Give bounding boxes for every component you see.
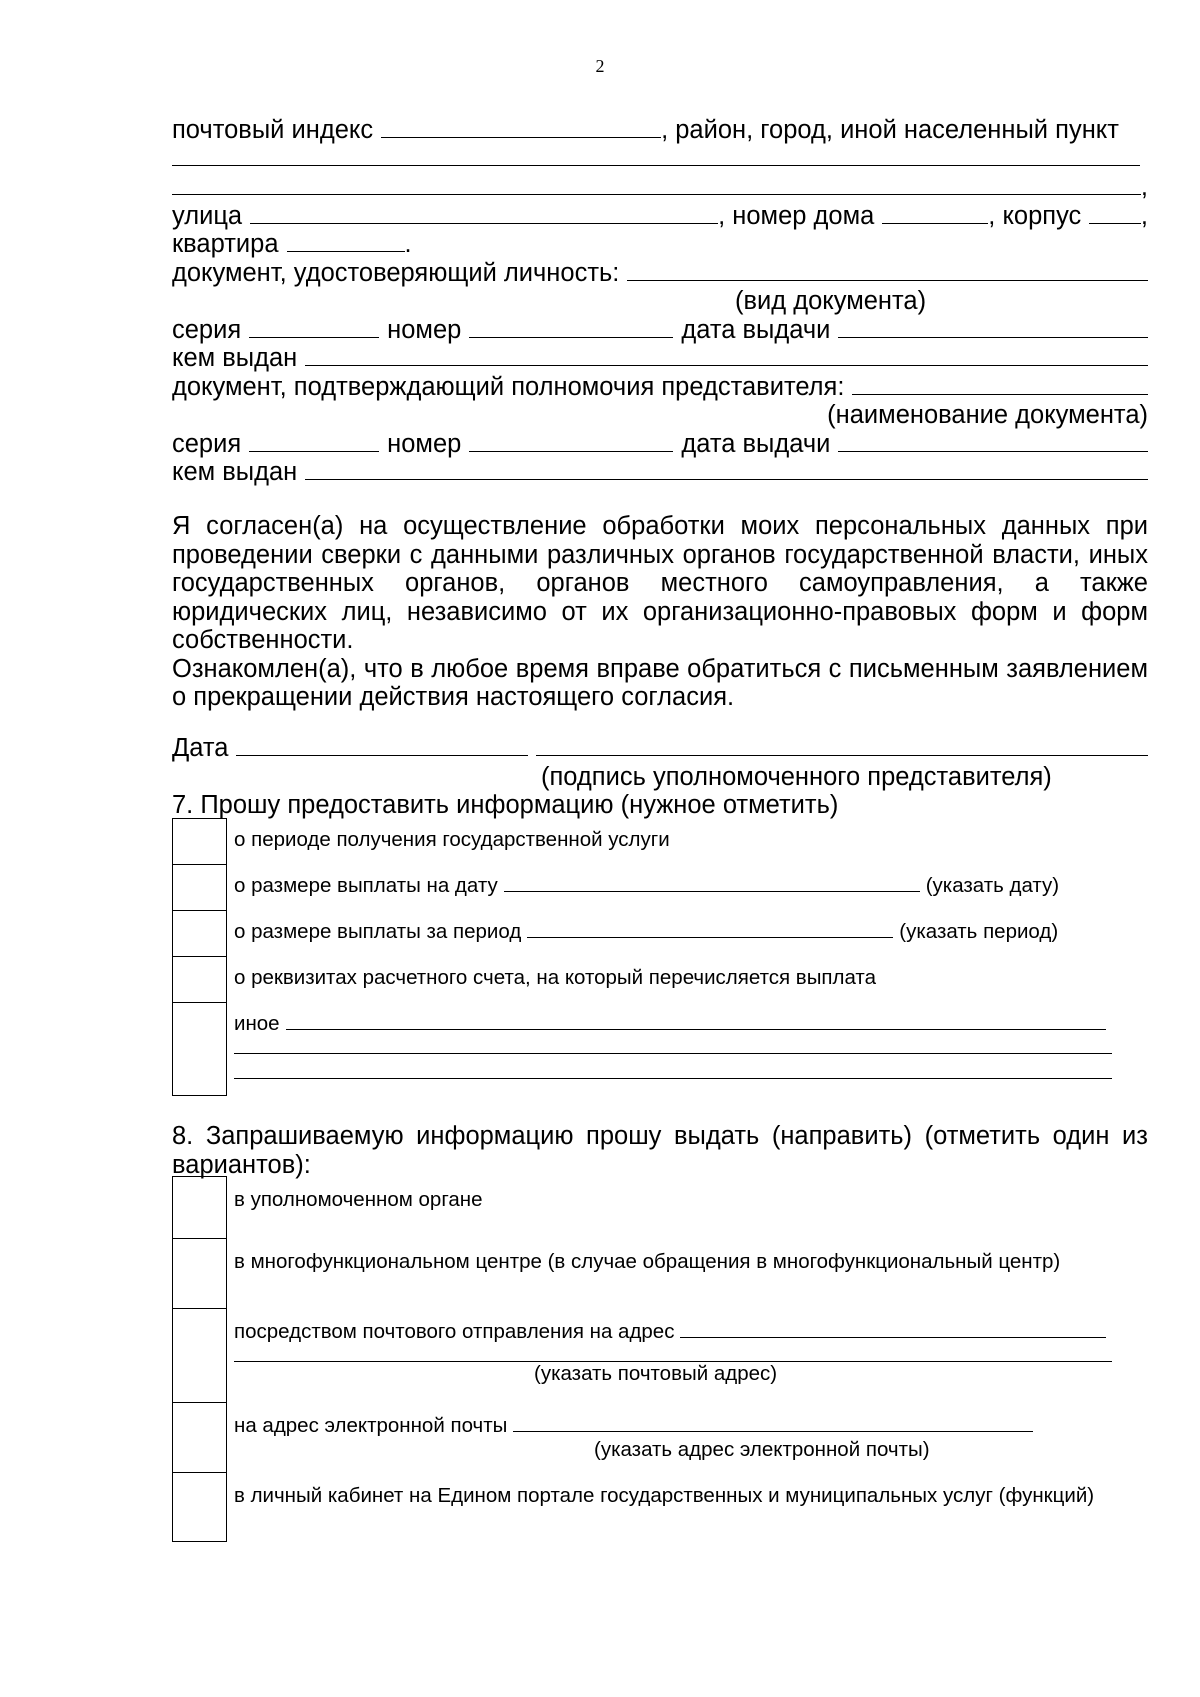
section8-option-2-text: в многофункциональном центре (в случае обращения в многофункциональный центр): [234, 1250, 1061, 1273]
section7-other-field-2[interactable]: [234, 1036, 1112, 1054]
consent-text: [172, 512, 1148, 712]
identity-issued-line: [172, 344, 1148, 373]
section8-option-3-text: посредством почтового отправления на адрес: [234, 1320, 675, 1343]
identity-series-field[interactable]: [249, 317, 379, 338]
section7-checkbox-5[interactable]: [172, 1002, 227, 1096]
section7-checkbox-3[interactable]: [172, 910, 227, 956]
identity-series-line: [172, 316, 1148, 345]
signature-hint: (подпись уполномоченного представителя): [541, 762, 1052, 791]
postal-line: [172, 116, 1148, 145]
section7-other-field-3[interactable]: [234, 1061, 1112, 1079]
house-label: , номер дома: [718, 201, 875, 230]
authority-doc-hint-line: [172, 401, 1148, 430]
authority-doc-label: документ, подтверждающий полномочия представителя:: [172, 372, 845, 401]
identity-doc-field[interactable]: [627, 260, 1148, 281]
section7-other-field-1[interactable]: [286, 1012, 1106, 1030]
building-label: , корпус: [988, 201, 1082, 230]
postal-code-field[interactable]: [381, 117, 661, 138]
signature-hint-line: [172, 763, 1148, 792]
section8-postal-field-1[interactable]: [680, 1320, 1106, 1338]
building-field[interactable]: [1089, 203, 1141, 224]
page-number: 2: [595, 56, 605, 76]
section8-option-2: [172, 1238, 1112, 1308]
section7-title: 7. Прошу предоставить информацию (нужное отметить): [172, 791, 839, 819]
authority-series-label: серия: [172, 429, 242, 458]
authority-issued-line: [172, 458, 1148, 487]
section7-option-3: [172, 910, 1112, 956]
locality-comma: ,: [1140, 173, 1148, 201]
consent-paragraph-1: Я согласен(а) на осуществление обработки моих персональных данных при проведении сверки с данными различных органов государственной власти, иных государственных органов, органов местного самоуправления, а также юридических лиц, независимо от их организационно-правовых форм и форм собственности.: [172, 512, 1148, 654]
section7-option-4-text: о реквизитах расчетного счета, на который перечисляется выплата: [234, 966, 876, 989]
section7-date-field[interactable]: [504, 874, 920, 892]
identity-doc-hint: (вид документа): [735, 287, 927, 315]
apartment-label: квартира: [172, 230, 279, 258]
consent-paragraph-2: Ознакомлен(а), что в любое время вправе обратиться с письменным заявлением о прекращении действия настоящего согласия.: [172, 654, 1148, 711]
section8-email-field[interactable]: [513, 1414, 1033, 1432]
section8-option-3: [172, 1308, 1112, 1402]
identity-doc-label: документ, удостоверяющий личность:: [172, 258, 620, 287]
section8-option-1: [172, 1176, 1112, 1238]
authority-doc-field[interactable]: [852, 374, 1148, 395]
apartment-line: [172, 230, 1148, 259]
section7-checkbox-1[interactable]: [172, 818, 227, 864]
identity-number-label: номер: [387, 315, 462, 344]
locality-field-2[interactable]: [172, 174, 1141, 195]
date-field[interactable]: [236, 735, 528, 756]
section7-period-field[interactable]: [527, 920, 893, 938]
section8-postal-field-2[interactable]: [234, 1344, 1112, 1362]
identity-date-field[interactable]: [838, 317, 1148, 338]
section7-option-3-text: о размере выплаты за период: [234, 920, 522, 943]
section8-options: [172, 1176, 1112, 1542]
locality-line-1: [172, 145, 1148, 174]
section8-option-4: [172, 1402, 1112, 1472]
section8-option-4-text: на адрес электронной почты: [234, 1414, 508, 1437]
authority-number-field[interactable]: [469, 431, 673, 452]
identity-doc-hint-line: [172, 287, 1148, 316]
section7-option-1-text: о периоде получения государственной услуги: [234, 828, 670, 851]
street-field[interactable]: [250, 203, 718, 224]
section8-option-5-text: в личный кабинет на Едином портале государственных и муниципальных услуг (функций): [234, 1484, 1095, 1507]
authority-number-label: номер: [387, 429, 462, 458]
identity-issued-label: кем выдан: [172, 344, 298, 372]
section8-checkbox-3[interactable]: [172, 1308, 227, 1402]
section7-option-2-suffix: (указать дату): [925, 874, 1060, 897]
section7-options: [172, 818, 1112, 1096]
section7-option-4: [172, 956, 1112, 1002]
signature-field[interactable]: [536, 735, 1148, 756]
section8-title: 8. Запрашиваемую информацию прошу выдать (направить) (отметить один из вариантов):: [172, 1122, 1148, 1179]
section8-checkbox-1[interactable]: [172, 1176, 227, 1238]
authority-series-line: [172, 430, 1148, 459]
applicant-details: [172, 116, 1148, 487]
apartment-period: .: [404, 230, 412, 258]
section8-checkbox-5[interactable]: [172, 1472, 227, 1542]
authority-issued-label: кем выдан: [172, 458, 298, 486]
identity-issued-field[interactable]: [305, 345, 1148, 366]
date-label: Дата: [172, 734, 229, 762]
street-label: улица: [172, 201, 243, 230]
signature-block: [172, 734, 1148, 820]
section7-option-2: [172, 864, 1112, 910]
section7-option-1: [172, 818, 1112, 864]
section7-option-5: [172, 1002, 1112, 1096]
house-field[interactable]: [882, 203, 988, 224]
street-line: [172, 202, 1148, 231]
signature-line: [172, 734, 1148, 763]
section8-checkbox-4[interactable]: [172, 1402, 227, 1472]
locality-label: , район, город, иной населенный пункт: [661, 116, 1119, 144]
section7-checkbox-4[interactable]: [172, 956, 227, 1002]
section8-option-5: [172, 1472, 1112, 1542]
authority-doc-hint: (наименование документа): [827, 401, 1148, 429]
section7-checkbox-2[interactable]: [172, 864, 227, 910]
locality-line-2: [172, 173, 1148, 202]
section8-option-4-hint: (указать адрес электронной почты): [594, 1438, 930, 1461]
building-comma: ,: [1140, 201, 1148, 230]
locality-field-1[interactable]: [172, 145, 1140, 166]
identity-series-label: серия: [172, 315, 242, 344]
authority-date-label: дата выдачи: [681, 429, 831, 458]
section7-option-5-text: иное: [234, 1012, 280, 1035]
section8-option-3-hint: (указать почтовый адрес): [534, 1362, 778, 1385]
authority-series-field[interactable]: [249, 431, 379, 452]
authority-issued-field[interactable]: [305, 459, 1148, 480]
authority-doc-line: [172, 373, 1148, 402]
identity-date-label: дата выдачи: [681, 315, 831, 344]
section7-option-2-text: о размере выплаты на дату: [234, 874, 498, 897]
section7-option-3-suffix: (указать период): [899, 920, 1059, 943]
section8-option-1-text: в уполномоченном органе: [234, 1188, 483, 1211]
apartment-field[interactable]: [287, 231, 405, 252]
authority-date-field[interactable]: [838, 431, 1148, 452]
section8-checkbox-2[interactable]: [172, 1238, 227, 1308]
postal-label: почтовый индекс: [172, 116, 374, 144]
identity-number-field[interactable]: [469, 317, 673, 338]
identity-doc-line: [172, 259, 1148, 288]
